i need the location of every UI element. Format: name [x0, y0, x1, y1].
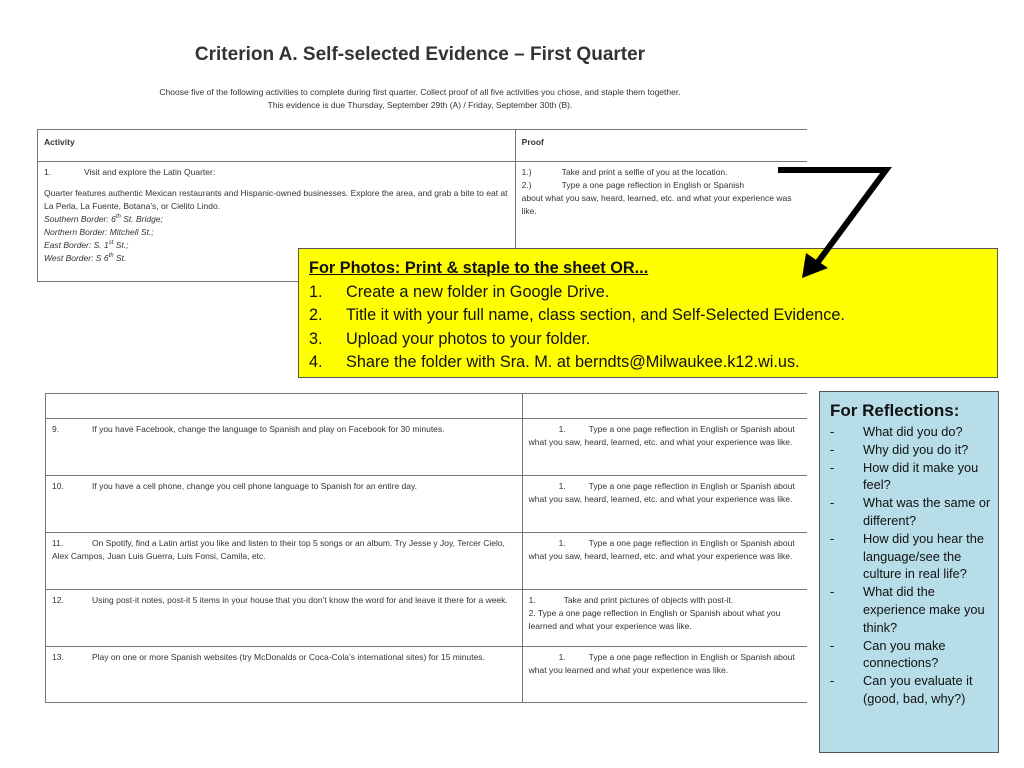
table-row: [46, 476, 808, 533]
activity-title: Visit and explore the Latin Quarter:: [84, 167, 216, 177]
table-row: [46, 647, 808, 703]
photos-heading: For Photos: Print & staple to the sheet OR...: [309, 259, 649, 277]
border-line: East Border: S. 1st St.;: [44, 240, 129, 250]
table-row: [46, 590, 808, 647]
table-row: [46, 419, 808, 476]
reflections-heading: For Reflections:: [830, 401, 960, 420]
proof-cell: 1. Type a one page reflection in English or Spanish about what you saw, heard, learned, etc. and what your experience was like.: [522, 476, 807, 533]
activity-cell: 13. Play on one or more Spanish websites (try McDonalds or Coca-Cola’s international sites) for 15 minutes.: [46, 647, 523, 703]
activity-table-bottom: [45, 393, 807, 703]
border-line: West Border: S 6th St.: [44, 253, 127, 263]
list-item: - How did it make you feel?: [830, 459, 979, 493]
photos-callout: [298, 248, 998, 378]
activity-cell: [46, 394, 523, 419]
list-item: - Can you make connections?: [830, 637, 946, 671]
activity-header: Activity: [38, 130, 516, 162]
intro-text: [0, 86, 840, 111]
proof-text: Type a one page reflection in English or Spanish: [561, 180, 745, 190]
activity-number: 1.: [44, 167, 52, 177]
border-line: Northern Border: Mitchell St.;: [44, 227, 154, 237]
proof-text: Take and print a selfie of you at the location.: [561, 167, 728, 177]
activity-cell: 9. If you have Facebook, change the language to Spanish and play on Facebook for 30 minutes.: [46, 419, 523, 476]
list-item: 1. Create a new folder in Google Drive.: [309, 282, 610, 301]
list-item: 4. Share the folder with Sra. M. at berndts@Milwaukee.k12.wi.us.: [309, 353, 800, 371]
table-row: [46, 394, 808, 419]
list-item: - What was the same or different?: [830, 495, 991, 528]
reflections-list: [830, 423, 992, 708]
table-row: [46, 533, 808, 590]
list-item: - Why did you do it?: [830, 441, 969, 457]
table-header-row: [38, 130, 808, 162]
list-item: - What did you do?: [830, 424, 963, 439]
intro-line-2: This evidence is due Thursday, September 29th (A) / Friday, September 30th (B).: [267, 99, 573, 110]
proof-header: Proof: [515, 130, 807, 162]
list-item: 3. Upload your photos to your folder.: [309, 329, 591, 348]
activity-title-line: [44, 166, 509, 179]
intro-line-1: Choose five of the following activities to complete during first quarter. Collect proof of all five activities you chose, and staple them together.: [159, 87, 681, 97]
list-item: 2. Title it with your full name, class section, and Self-Selected Evidence.: [309, 306, 845, 324]
activity-cell: 10. If you have a cell phone, change you cell phone language to Spanish for an entire day.: [46, 476, 523, 533]
photos-steps: [309, 281, 987, 375]
document-title: Criterion A. Self-selected Evidence – First Quarter: [194, 44, 646, 65]
list-item: - Can you evaluate it (good, bad, why?): [830, 673, 973, 706]
activity-cell: 11. On Spotify, find a Latin artist you like and listen to their top 5 songs or an album. Try Jesse y Joy, Tercer Cielo, Alex Campos, Juan Luis Guerra, Luis Fonsi, Camila, etc.: [46, 533, 523, 590]
proof-cell: 1. Type a one page reflection in English or Spanish about what you saw, heard, learned, etc. and what your experience was like.: [522, 419, 807, 476]
list-item: - What did the experience make you think?: [830, 584, 985, 635]
proof-cell: 1. Type a one page reflection in English or Spanish about what you saw, heard, learned, etc. and what your experience was like.: [522, 533, 807, 590]
activity-description: Quarter features authentic Mexican restaurants and Hispanic-owned businesses. Explore the area, and grab a bite to eat at La Perla, La Fuente, Botana’s, or Cielito Lindo.: [44, 188, 508, 211]
activity-cell: 12. Using post-it notes, post-it 5 items in your house that you don’t know the word for and leave it there for a week.: [46, 590, 523, 647]
proof-number: 1.): [521, 167, 532, 177]
list-item: - How did you hear the language/see the culture in real life?: [830, 530, 984, 582]
proof-text: about what you saw, heard, learned, etc. and what your experience was like.: [521, 193, 792, 216]
proof-line: [522, 166, 801, 179]
proof-line: [522, 179, 801, 192]
proof-number: 2.): [521, 180, 532, 190]
proof-cell: 1. Type a one page reflection in English or Spanish about what you learned and what your experience was like.: [522, 647, 807, 703]
proof-cell: 1. Take and print pictures of objects with post-it. 2. Type a one page reflection in English or Spanish about what you learned and what your experience was like.: [522, 590, 807, 647]
proof-cell: [522, 394, 807, 419]
border-line: Southern Border: 6th St. Bridge;: [44, 214, 163, 224]
reflections-callout: [819, 391, 999, 753]
